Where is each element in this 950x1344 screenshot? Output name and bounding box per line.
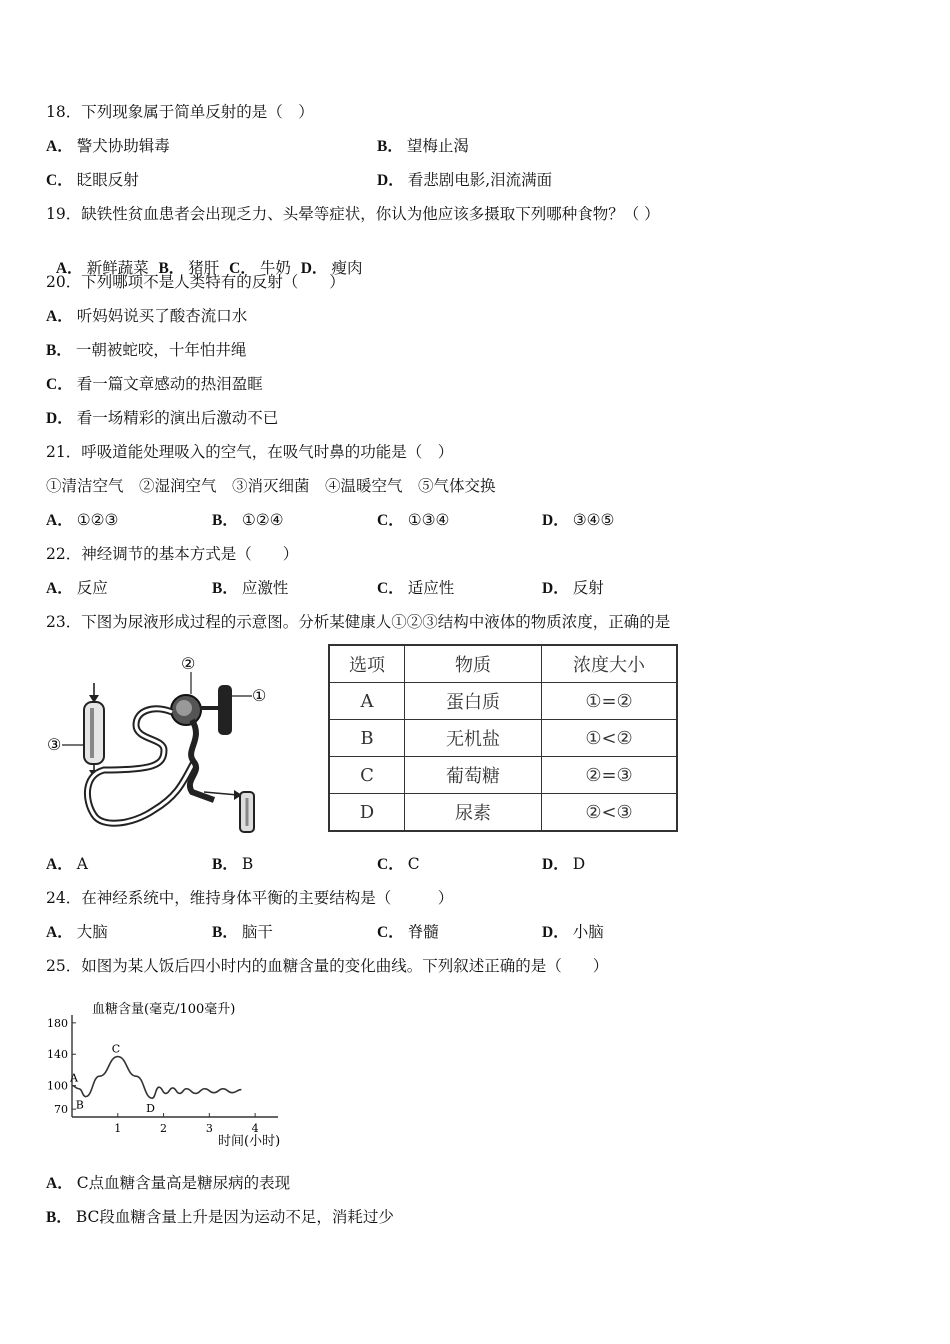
nephron-diagram	[44, 650, 284, 840]
q21-items: ①清洁空气 ②湿润空气 ③消灭细菌 ④温暖空气 ⑤气体交换	[46, 477, 496, 495]
table-header: 浓度大小	[542, 645, 678, 683]
q22-option-a[interactable]: A． 反应	[46, 579, 108, 597]
label-one: ①	[252, 686, 267, 705]
q24-option-b[interactable]: B． 脑干	[212, 923, 273, 941]
q24-option-a[interactable]: A． 大脑	[46, 923, 108, 941]
point-label-b: B	[75, 1098, 84, 1112]
label-two: ②	[181, 654, 196, 673]
q24-option-d[interactable]: D． 小脑	[542, 923, 604, 941]
q18-option-c[interactable]: C． 眨眼反射	[46, 171, 139, 189]
q22-option-d[interactable]: D． 反射	[542, 579, 604, 597]
q21-option-b[interactable]: B． ①②④	[212, 511, 284, 529]
y-tick-label: 180	[47, 1016, 68, 1030]
x-tick-label: 1	[114, 1122, 122, 1135]
q24-stem: 24．在神经系统中，维持身体平衡的主要结构是（ ）	[46, 889, 454, 907]
q18-option-a[interactable]: A． 警犬协助辑毒	[46, 137, 170, 155]
q23-option-d[interactable]: D． D	[542, 855, 586, 873]
q25-stem: 25．如图为某人饭后四小时内的血糖含量的变化曲线。下列叙述正确的是（ ）	[46, 957, 609, 975]
q23-option-a[interactable]: A． A	[46, 855, 88, 873]
q19-option-c[interactable]: C． 牛奶	[229, 259, 291, 277]
q23-stem: 23．下图为尿液形成过程的示意图。分析某健康人①②③结构中液体的物质浓度，正确的是	[46, 613, 671, 631]
q24-option-c[interactable]: C． 脊髓	[377, 923, 439, 941]
q23-option-b[interactable]: B． B	[212, 855, 254, 873]
table-row: B 无机盐 ①<②	[329, 720, 677, 757]
table-header: 选项	[329, 645, 405, 683]
q18-option-d[interactable]: D． 看悲剧电影,泪流满面	[377, 171, 553, 189]
q19-option-b[interactable]: B． 猪肝	[158, 259, 220, 277]
q23-option-c[interactable]: C． C	[377, 855, 420, 873]
point-label-d: D	[146, 1102, 155, 1116]
x-tick-label: 4	[251, 1122, 259, 1135]
q21-stem: 21．呼吸道能处理吸入的空气，在吸气时鼻的功能是（ ）	[46, 443, 454, 461]
point-label-a: A	[70, 1071, 78, 1085]
blood-vessel	[218, 685, 232, 735]
table-row: C 葡萄糖 ②=③	[329, 757, 677, 794]
q21-option-c[interactable]: C． ①③④	[377, 511, 450, 529]
q22-option-c[interactable]: C． 适应性	[377, 579, 455, 597]
table-header: 物质	[405, 645, 542, 683]
chart-title: 血糖含量(毫克/100毫升)	[92, 1002, 236, 1017]
q19-stem: 19．缺铁性贫血患者会出现乏力、头晕等症状，你认为他应该多摄取下列哪种食物？（ ）	[46, 205, 660, 223]
table-row: D 尿素 ②<③	[329, 794, 677, 832]
substance-table	[328, 644, 678, 832]
y-tick-label: 140	[47, 1048, 68, 1062]
q19-option-a[interactable]: A． 新鲜蔬菜	[55, 259, 149, 277]
x-tick-label: 2	[160, 1122, 168, 1135]
q21-option-d[interactable]: D． ③④⑤	[542, 511, 615, 529]
blood-sugar-chart	[46, 995, 306, 1155]
x-axis-label: 时间(小时)	[218, 1134, 281, 1149]
q25-option-a[interactable]: A． C点血糖含量高是糖尿病的表现	[46, 1174, 291, 1192]
x-tick-label: 3	[205, 1122, 213, 1135]
table-row: A 蛋白质 ①=②	[329, 683, 677, 720]
q20-option-d[interactable]: D． 看一场精彩的演出后激动不已	[46, 409, 279, 427]
series-line	[72, 1057, 241, 1099]
q22-option-b[interactable]: B． 应激性	[212, 579, 289, 597]
q20-option-c[interactable]: C． 看一篇文章感动的热泪盈眶	[46, 375, 263, 393]
q20-option-b[interactable]: B． 一朝被蛇咬，十年怕井绳	[46, 341, 247, 359]
q25-option-b[interactable]: B． BC段血糖含量上升是因为运动不足，消耗过少	[46, 1208, 394, 1226]
q18-option-b[interactable]: B． 望梅止渴	[377, 137, 469, 155]
label-three: ③	[47, 735, 62, 754]
y-tick-label: 70	[54, 1103, 68, 1117]
q19-option-d[interactable]: D． 瘦肉	[300, 259, 363, 277]
q21-option-a[interactable]: A． ①②③	[46, 511, 119, 529]
point-label-c: C	[111, 1042, 121, 1056]
y-tick-label: 100	[47, 1079, 68, 1093]
q20-stem: 20．下列哪项不是人类特有的反射（ ）	[46, 273, 345, 291]
q22-stem: 22．神经调节的基本方式是（ ）	[46, 545, 299, 563]
q18-stem: 18．下列现象属于简单反射的是（ ）	[46, 103, 314, 121]
q20-option-a[interactable]: A． 听妈妈说买了酸杏流口水	[46, 307, 248, 325]
